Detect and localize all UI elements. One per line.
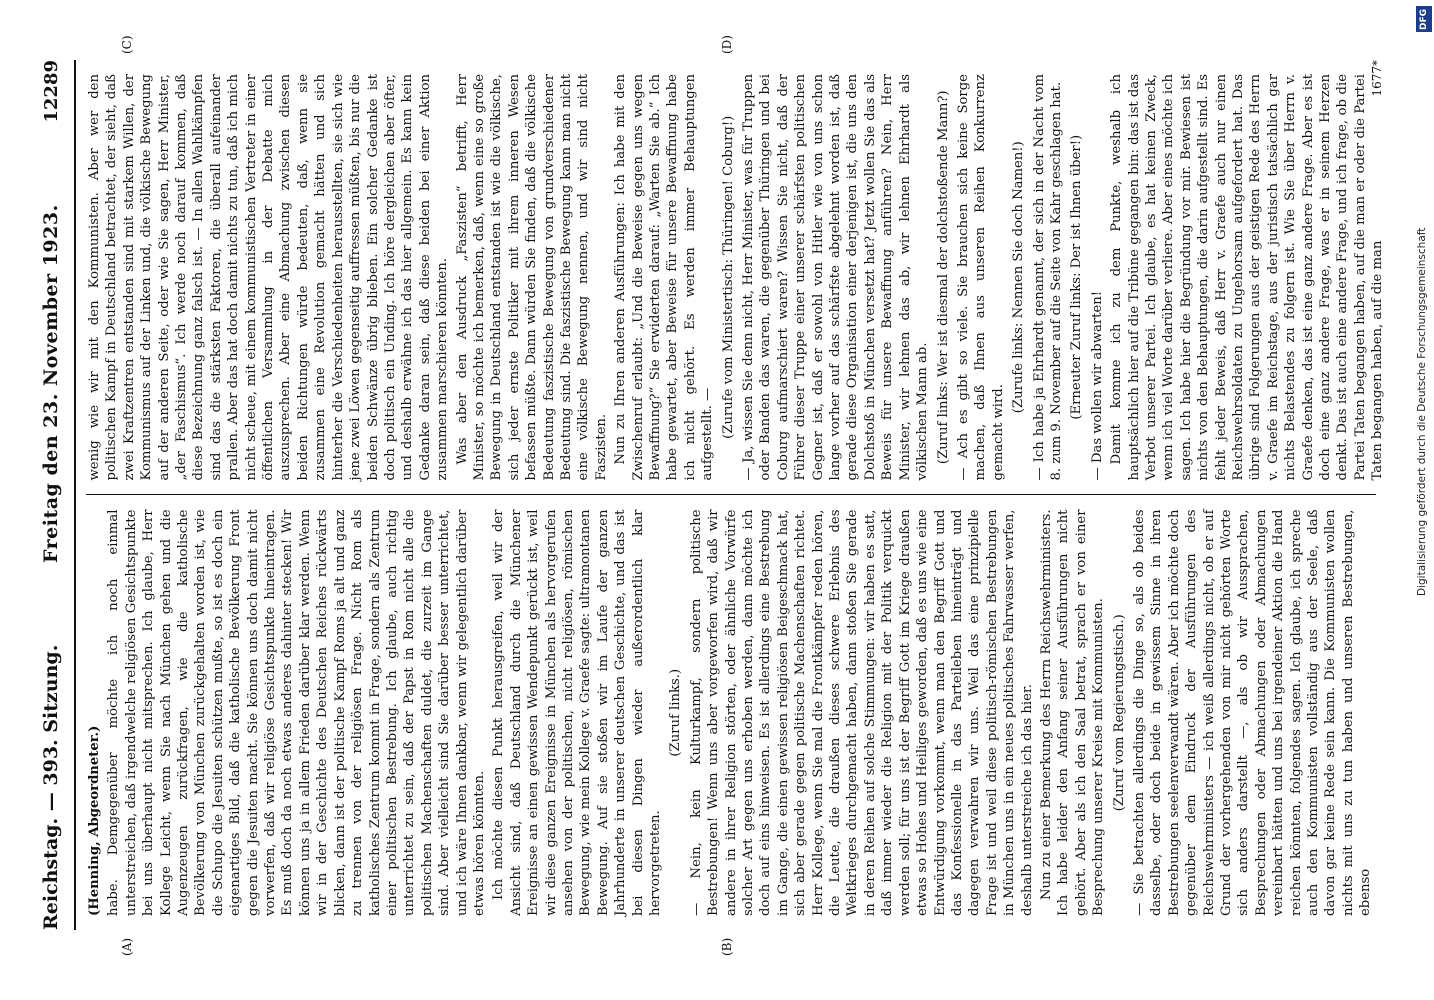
paragraph: — Das wollen wir abwarten! xyxy=(1089,290,1105,481)
paragraph: — Ja, wissen Sie denn nicht, Herr Minister, was für Truppen oder Banden das waren, die gegenüber Thüringen und bei Coburg aufmarschiert waren? Wissen Sie nicht, daß der Führer dieser Truppe einer unserer schärfsten politischen Gegner ist, daß er sowohl von Hitler wie von uns schon lange vorher auf das schärfste abgelehnt worden ist, daß gerade diese Organisation einer derjenigen ist, die uns den Dolchstoß in München versetzt hat? Jetzt wollen Sie das als Beweis für unsere Bewaffnung anführen? Nein, Herr Minister, wir lehnen das ab, wir lehnen Ehrhardt als völkischen Mann ab. xyxy=(741,74,931,481)
interjection: (Erneuter Zuruf links: Der ist Ihnen über!) xyxy=(1069,134,1085,420)
left-column xyxy=(86,495,1376,931)
margin-letter-c: (C) xyxy=(120,35,134,54)
dfg-strip xyxy=(1414,0,1434,1000)
speaker-label: (Henning, Abgeordneter.) xyxy=(87,725,102,916)
page-number: 12289 xyxy=(41,60,62,123)
header-date: Freitag den 23. November 1923. xyxy=(40,204,62,563)
interjection: (Zuruf links: Wer ist diesmal der dolchstoßende Mann?) xyxy=(935,90,951,465)
paragraph: Nun zu einer Bemerkung des Herrn Reichswehrministers. Ich habe leider den Anfang seiner Ausführungen nicht gehört. Aber als ich den Saal betrat, sprach er von einer Besprechung unserer Kreise mit Kommunisten. xyxy=(1038,509,1107,916)
paragraph: Damit komme ich zu dem Punkte, weshalb ich hauptsächlich hier auf die Tribüne gegangen bin: das ist das Verbot unserer Partei. Ich glaube, es hat keinen Zweck, wenn ich viel Worte darüber verliere. Aber eines möchte ich sagen. Ich habe hier die Begründung vor mir. Bewiesen ist nichts von den Behauptungen, die darin aufgestellt sind. Es fehlt jeder Beweis, daß Herr v. Graefe auch nur einen Reichswehrsoldaten zu Ungehorsam aufgefordert hat. Das übrige sind Folgerungen aus der geistigen Rede des Herrn v. Graefe im Reichstage, aus der juristisch tatsächlich gar nichts Belastendes zu folgern ist. Wie Sie über Herrn v. Graefe denken, das ist eine ganz andere Frage. Aber es ist doch eine ganz andere Frage, was er in seinem Herzen denkt. Das ist auch eine andere Frage, und ich frage, ob die Partei Taten begangen haben, auf die man er oder die Partei Taten begangen haben, auf die man xyxy=(1109,74,1386,481)
paragraph: — Nein, kein Kulturkampf, sondern politische Bestrebungen! Wenn uns aber vorgeworfen wird, daß wir andere in ihrer Religion störten, oder ähnliche Vorwürfe solcher Art gegen uns erhoben werden, dann möchte ich doch auf eins hinweisen. Es ist allerdings eine Bestrebung im Gange, die einen gewissen religiösen Beigeschmack hat, sich aber gerade gegen politische Machenschaften richtet. Herr Kollege, wenn Sie mal die Frontkämpfer reden hören, die Leute, die draußen dieses schwere Erlebnis des Weltkrieges durchgemacht haben, dann stoßen Sie gerade in deren Reihen auf solche Stimmungen: wir haben es satt, daß immer wieder die Religion mit der Politik verquickt werden soll; für uns ist der Begriff Gott im Kriege draußen etwas so Hohes und Heiliges geworden, daß es uns wie eine Entwürdigung vorkommt, wenn man den Begriff Gott und das Konfessionelle in das Parteileben hineinträgt und dagegen verwahren wir uns. Weil das eine prinzipielle Frage ist und weil diese politisch-römischen Bestrebungen in München uns in ein neues politisches Fahrwasser werfen, deshalb unterstreiche ich das hier. xyxy=(688,509,1035,916)
margin-letter-d: (D) xyxy=(720,35,734,54)
margin-letter-a: (A) xyxy=(120,937,134,956)
paragraph: Was aber den Ausdruck „Faszisten“ betrifft, Herr Minister, so möchte ich bemerken, daß, wenn eine so große Bewegung in Deutschland entstanden ist wie die völkische, sich jeder ernste Politiker mit ihrem inneren Wesen befassen müßte. Dann würden Sie finden, daß die völkische Bedeutung faszistische Bewegung von grundverschiedener Bedeutung sind. Die faszistische Bewegung kann man nicht eine völkische Bewegung nennen, und wir sind nicht Faszisten. xyxy=(454,74,609,481)
paragraph: Nun zu Ihren anderen Ausführungen: Ich habe mit den Zwischenruf erlaubt: „Und die Beweise gegen uns wegen Bewaffnung?“ Sie erwiderten darauf: „Warten Sie ab.“ Ich habe gewartet, aber Beweise für unsere Bewaffnung habe ich nicht gehört. Es werden immer Behauptungen aufgestellt. — xyxy=(613,74,716,481)
paragraph: Ich möchte diesen Punkt herausgreifen, weil wir der Ansicht sind, daß Deutschland durch die Münchener Ereignisse an einen gewissen Wendepunkt gerückt ist, weil wir diese ganzen Ereignisse in München als hervorgerufen ansehen von der politischen, nicht religiösen, römischen Bewegung, wie mein Kollege v. Graefe sagte: ultramontanen Bewegung. Auf sie stoßen wir im Laufe der ganzen Jahrhunderte in unserer deutschen Geschichte, und das ist bei diesen Dingen wieder außerordentlich klar hervorgetreten. xyxy=(491,509,663,916)
paragraph: wenig wie wir mit den Kommunisten. Aber wer den politischen Kampf in Deutschland betrachtet, der sieht, daß zwei Kraftzentren entstanden sind mit starkem Willen, der Kommunismus auf der Linken und, die völkische Bewegung auf der anderen Seite, oder wie Sie sagen, Herr Minister, „der Faschismus“. Ich werde noch darauf kommen, daß diese Bezeichnung ganz falsch ist. — In allen Wahlkämpfen sind das die stärksten Faktoren, die überall aufeinander prallen. Aber das hat doch damit nichts zu tun, daß ich mich nicht scheue, mit einem kommunistischen Vertreter in einer öffentlichen Versammlung in der Debatte mich auszusprechen. Aber eine Abmachung zwischen diesen beiden Richtungen würde bedeuten, daß, wenn sie zusammen eine Revolution gemacht hätten und sich hinterher die Verschiedenheiten herausstellten, sie sich wie jene zwei Löwen gegenseitig auffressen müßten, bis nur die beiden Schwänze übrig blieben. Ein solcher Gedanke ist doch politisch ein Unding. Ich höre dergleichen aber öfter, und deshalb erwähne ich das hier allgemein. Es kann kein Gedanke daran sein, daß diese beiden bei einer Aktion zusammen marschieren könnten. xyxy=(87,74,451,481)
interjection: (Zurufe links: Nennen Sie doch Namen!) xyxy=(1011,141,1027,414)
interjection: (Zurufe vom Ministertisch: Thüringen! Coburg!) xyxy=(720,115,736,439)
dfg-credit-text: Digitalisierung gefördert durch die Deutsche Forschungsgemeinschaft xyxy=(1416,227,1428,596)
interjection: (Zuruf links.) xyxy=(668,668,684,757)
paragraph: habe. Demgegenüber möchte ich noch einmal unterstreichen, daß irgendwelche religiösen Gesichtspunkte bei uns überhaupt nicht mitsprechen. Ich glaube, Herr Kollege Leicht, wenn Sie nach München gehen und die Augenzeugen zurückfragen, wie die katholische Bevölkerung von München zurückgehalten worden ist, wie die Schupo die Jesuiten schützen mußte, so ist es doch ein eigenartiges Bild, daß die katholische Bevölkerung Front gegen die Jesuiten macht. Sie können uns doch damit nicht vorwerfen, daß wir religiöse Gesichtspunkte hineintragen. Es muß doch da noch etwas anderes dahinter stecken! Wir können uns ja in allem Frieden darüber klar werden. Wenn wir in der Geschichte des Deutschen Reiches rückwärts blicken, dann ist der politische Kampf Roms ja alt und ganz zu trennen von der religiösen Frage. Nicht Rom als katholisches Zentrum kommt in Frage, sondern als Zentrum einer politischen Bestrebung. Ich glaube, auch richtig unterrichtet zu sein, daß der Papst in Rom nicht alle die politischen Machenschaften duldet, die zurzeit im Gange sind. Aber vielleicht sind Sie darüber besser unterrichtet, und ich wäre Ihnen dankbar, wenn wir gelegentlich darüber etwas hören könnten. xyxy=(106,509,487,916)
interjection: (Zuruf vom Regierungstisch.) xyxy=(1111,614,1127,812)
header-left: Reichstag. — 393. Sitzung. xyxy=(40,644,62,930)
margin-letter-b: (B) xyxy=(720,937,734,956)
footer-number: 1677* xyxy=(1370,60,1384,97)
page-header xyxy=(40,60,76,930)
dfg-logo-icon: DFG xyxy=(1416,6,1432,32)
paragraph: — Sie betrachten allerdings die Dinge so, als ob beides dasselbe, oder doch beide in gewissem Sinne in ihren Bestrebungen seelenverwandt wären. Aber ich möchte doch gegenüber dem Eindruck der Ausführungen des Reichswehrministers — ich weiß allerdings nicht, ob er auf Grund der vorhergehenden von mir nicht gehörten Worte sich anders darstellt —, als ob wir Aussprachen, Besprechungen oder Abmachungen oder Abmachungen vereinbart hätten und uns bei irgendeiner Aktion die Hand reichen könnten, folgendes sagen. Ich glaube, ich spreche auch den Kommunisten vollständig aus der Seele, daß davon gar keine Rede sein kann. Die Kommunisten wollen nichts mit uns zu tun haben und unseren Bestrebungen, ebenso xyxy=(1131,509,1374,916)
paragraph: — Ach es gibt so viele. Sie brauchen sich keine Sorge machen, daß Ihnen aus unseren Reihen Konkurrenz gemacht wird. xyxy=(955,74,1006,481)
paragraph: — Ich habe ja Ehrhardt genannt, der sich in der Nacht vom 8. zum 9. November auf die Seite von Kahr geschlagen hat. xyxy=(1031,74,1064,481)
